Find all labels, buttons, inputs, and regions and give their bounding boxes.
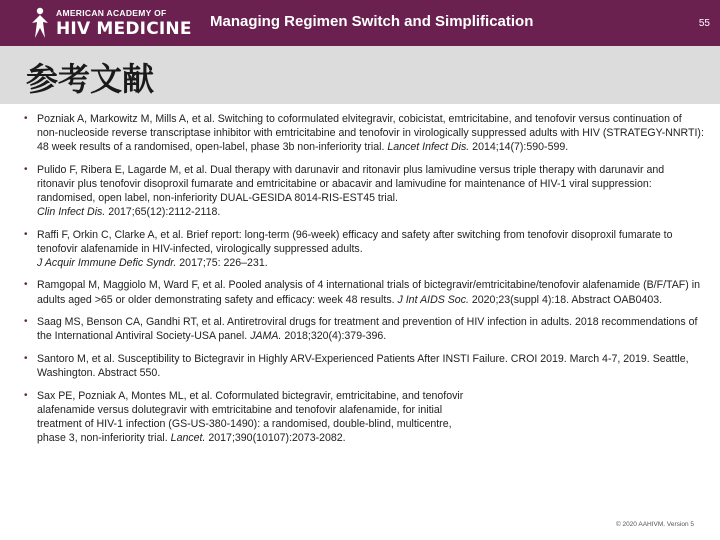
reference-text: Pulido F, Ribera E, Lagarde M, et al. Dual therapy with darunavir and ritonavir plus lamivudine versus triple therapy with darunavir and ritonavir plus tenofovir disoproxil fumarate and emtricitabine or abacavir and lamivudine for maintenance of HIV-1 viral suppression: randomised, open label, non-inferiority DUAL-GESIDA 8014-RIS-EST45 trial.	[37, 163, 665, 204]
logo-text-line2: HIV MEDICINE	[56, 19, 192, 39]
footer-copyright: © 2020 AAHIVM. Version 5	[615, 521, 694, 528]
reference-citation: 2020;23(suppl 4):18. Abstract OAB0403.	[468, 293, 663, 306]
aahivm-logo-figure-icon	[28, 6, 52, 40]
reference-text: Ramgopal M, Maggiolo M, Ward F, et al. Pooled analysis of 4 international trials of bictegravir/emtricitabine/tenofovir alafenamide (B/F/TAF) in adults aged >65 or older demonstrating safety and efficacy: week 48 results.	[37, 279, 703, 306]
reference-journal: J Acquir Immune Defic Syndr.	[37, 256, 177, 269]
reference-journal: Lancet.	[170, 431, 206, 444]
reference-text: Sax PE, Pozniak A, Montes ML, et al. Coformulated bictegravir, emtricitabine, and tenofovir alafenamide versus dolutegravir with emtricitabine and tenofovir alafenamide, for initial treatment of HIV-1 infection (GS-US-380-1490): a randomised, double-blind, multicentre, phase 3, non-inferiority trial.	[37, 389, 464, 444]
reference-item	[24, 389, 704, 445]
reference-citation: 2017;65(12):2112-2118.	[105, 206, 221, 219]
reference-text: Pozniak A, Markowitz M, Mills A, et al. Switching to coformulated elvitegravir, cobicistat, emtricitabine, and tenofovir versus continuation of non-nucleoside reverse transcriptase inhibitor with emtricitabine and tenofovir in virologically suppressed adults with HIV (STRATEGY-NNRTI): 48 week results of a randomised, open-label, phase 3b non-inferiority trial.	[37, 113, 707, 154]
reference-item	[24, 278, 704, 306]
reference-text: Saag MS, Benson CA, Gandhi RT, et al. Antiretroviral drugs for treatment and prevention of HIV infection in adults. 2018 recommendations of the International Antiviral Society-USA panel.	[37, 316, 701, 343]
reference-item	[24, 315, 704, 343]
reference-item	[24, 163, 704, 219]
reference-citation: 2017;390(10107):2073-2082.	[205, 431, 346, 444]
reference-text: Santoro M, et al. Susceptibility to Bictegravir in Highly ARV-Experienced Patients After INSTI Failure. CROI 2019. March 4-7, 2019. Seattle, Washington. Abstract 550.	[37, 352, 692, 379]
reference-journal: Clin Infect Dis.	[37, 206, 106, 219]
reference-journal: Lancet Infect Dis.	[387, 141, 470, 154]
reference-item	[24, 112, 707, 154]
slide-number: 55	[698, 18, 710, 29]
reference-text: Raffi F, Orkin C, Clarke A, et al. Brief report: long-term (96-week) efficacy and safety after switching from tenofovir disoproxil fumarate to tenofovir alafenamide in HIV-infected, virologically suppressed adults.	[37, 228, 673, 255]
slide-header-title: Managing Regimen Switch and Simplification	[210, 13, 534, 30]
reference-citation: 2014;14(7):590-599.	[469, 141, 569, 154]
aahivm-logo	[28, 6, 208, 42]
page-title: 参考文献	[26, 60, 155, 98]
logo-text-line1: AMERICAN ACADEMY OF	[56, 8, 167, 18]
reference-journal: J Int AIDS Soc.	[397, 293, 469, 306]
reference-journal: JAMA.	[250, 330, 282, 343]
reference-item	[24, 352, 704, 380]
reference-list	[24, 112, 707, 453]
reference-citation: 2017;75: 226–231.	[176, 256, 268, 269]
reference-item	[24, 228, 704, 270]
header-bar	[0, 0, 720, 46]
reference-citation: 2018;320(4):379-396.	[281, 330, 387, 343]
